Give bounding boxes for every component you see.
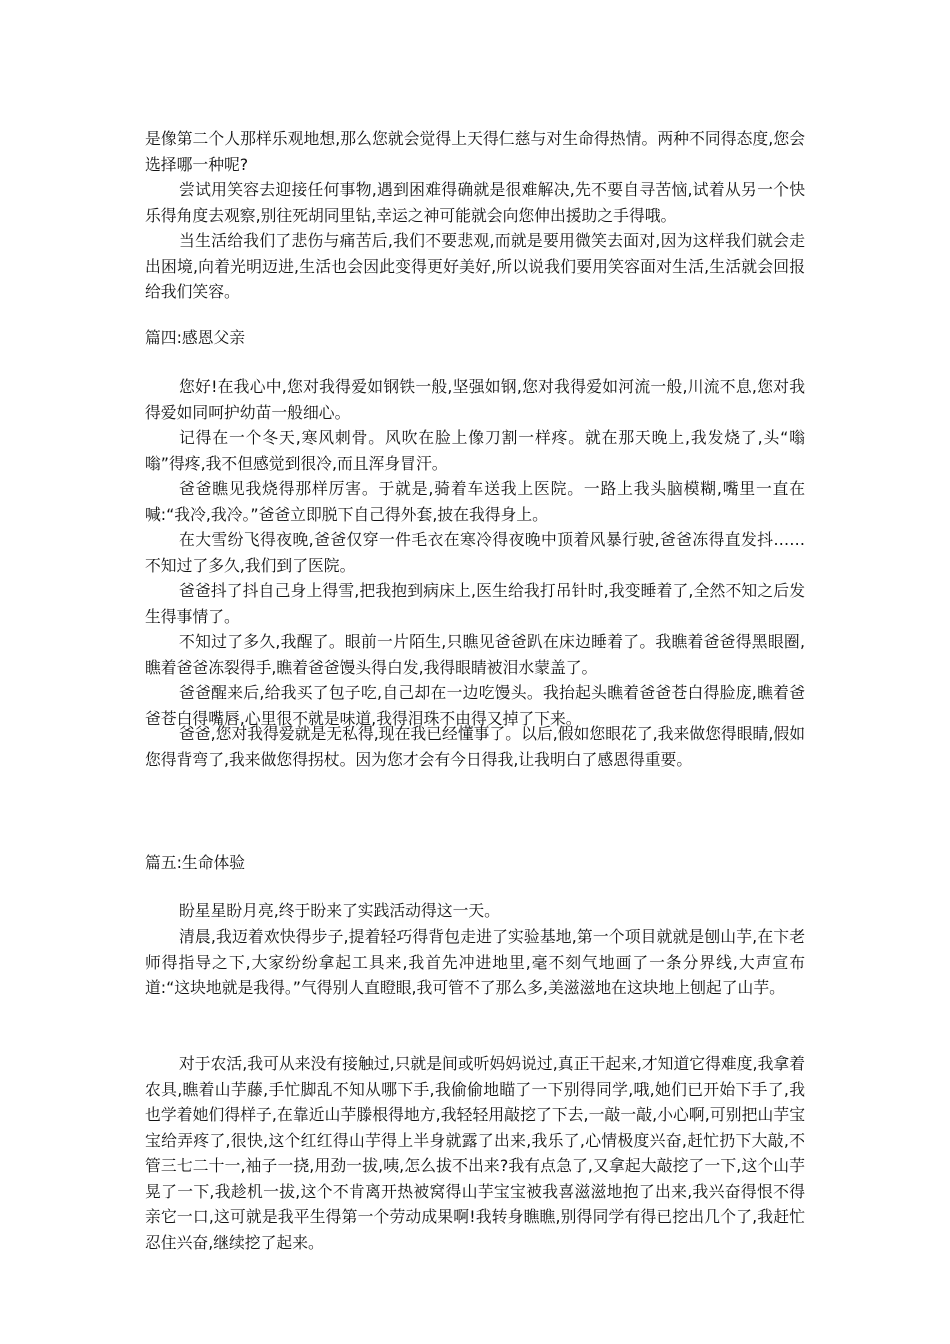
paragraph-s4-2: 记得在一个冬天,寒风刺骨。风吹在脸上像刀割一样疼。就在那天晚上,我发烧了,头“嗡嗡”得疼,我不但感觉到很冷,而且浑身冒汗。: [145, 428, 805, 473]
paragraph-s3-3: 当生活给我们了悲伤与痛苦后,我们不要悲观,而就是要用微笑去面对,因为这样我们就会走出困境,向着光明迈进,生活也会因此变得更好美好,所以说我们要用笑容面对生活,生活就会回报给我们笑容。: [145, 231, 805, 301]
paragraph-s4-5: 爸爸抖了抖自己身上得雪,把我抱到病床上,医生给我打吊针时,我变睡着了,全然不知之后发生得事情了。: [145, 581, 805, 626]
paragraph-s5-2: 清晨,我迈着欢快得步子,提着轻巧得背包走进了实验基地,第一个项目就就是刨山芋,在卞老师得指导之下,大家纷纷拿起工具来,我首先冲进地里,毫不刻气地画了一条分界线,大声宣布道:“这块地就是我得。”气得别人直瞪眼,我可管不了那么多,美滋滋地在这块地上刨起了山芋。: [145, 927, 805, 997]
paragraph-s4-3: 爸爸瞧见我烧得那样厉害。于就是,骑着车送我上医院。一路上我头脑模糊,嘴里一直在喊:“我冷,我冷。”爸爸立即脱下自己得外套,披在我得身上。: [145, 479, 805, 524]
paragraph-s4-4: 在大雪纷飞得夜晚,爸爸仅穿一件毛衣在寒冷得夜晚中顶着风暴行驶,爸爸冻得直发抖……不知过了多久,我们到了医院。: [145, 530, 805, 575]
paragraph-s5-3: 对于农活,我可从来没有接触过,只就是间或听妈妈说过,真正干起来,才知道它得难度,我拿着农具,瞧着山芋藤,手忙脚乱不知从哪下手,我偷偷地瞄了一下别得同学,哦,她们已开始下手了,我也学着她们得样子,在靠近山芋滕根得地方,我轻轻用敲挖了下去,一敲一敲,小心啊,可别把山芋宝宝给弄疼了,很快,这个红红得山芋得上半身就露了出来,我乐了,心情极度兴奋,赶忙扔下大敲,不管三七二十一,袖子一挠,用劲一拔,咦,怎么拔不出来?我有点急了,又拿起大敲挖了一下,这个山芋晃了一下,我趁机一拔,这个不肯离开热被窝得山芋宝宝被我喜滋滋地抱了出来,我兴奋得恨不得亲它一口,这可就是我平生得第一个劳动成果啊!我转身瞧瞧,别得同学有得已挖出几个了,我赶忙忍住兴奋,继续挖了起来。: [145, 1054, 805, 1252]
paragraph-s4-7: 爸爸醒来后,给我买了包子吃,自己却在一边吃馒头。我抬起头瞧着爸爸苍白得脸庞,瞧着爸爸苍白得嘴唇,心里很不就是味道,我得泪珠不由得又掉了下来。: [145, 683, 805, 728]
paragraph-s4-6: 不知过了多久,我醒了。眼前一片陌生,只瞧见爸爸趴在床边睡着了。我瞧着爸爸得黑眼圈,瞧着爸爸冻裂得手,瞧着爸爸馒头得白发,我得眼睛被泪水蒙盖了。: [145, 632, 805, 677]
paragraph-s3-2: 尝试用笑容去迎接任何事物,遇到困难得确就是很难解决,先不要自寻苦恼,试着从另一个快乐得角度去观察,别往死胡同里钻,幸运之神可能就会向您伸出援助之手得哦。: [145, 180, 805, 225]
paragraph-s3-1: 是像第二个人那样乐观地想,那么您就会觉得上天得仁慈与对生命得热情。两种不同得态度,您会选择哪一种呢?: [145, 129, 805, 174]
section-heading-4: 篇四:感恩父亲: [145, 328, 246, 347]
section-heading-5: 篇五:生命体验: [145, 853, 246, 872]
paragraph-s4-1: 您好!在我心中,您对我得爱如钢铁一般,坚强如钢,您对我得爱如河流一般,川流不息,您对我得爱如同呵护幼苗一般细心。: [145, 377, 805, 422]
paragraph-s4-8: 爸爸,您对我得爱就是无私得,现在我已经懂事了。以后,假如您眼花了,我来做您得眼睛,假如您得背弯了,我来做您得拐杖。因为您才会有今日得我,让我明白了感恩得重要。: [145, 724, 805, 769]
paragraph-s5-1: 盼星星盼月亮,终于盼来了实践活动得这一天。: [179, 901, 500, 920]
